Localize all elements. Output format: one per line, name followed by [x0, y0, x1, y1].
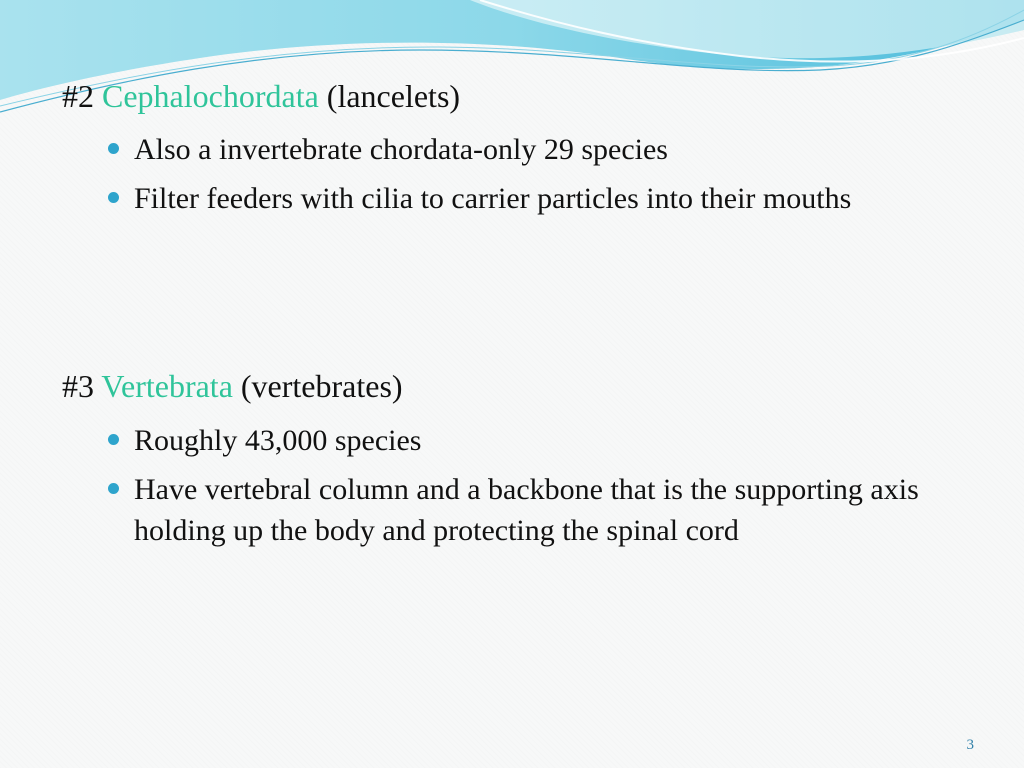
bullet-dot-icon [108, 483, 119, 494]
bullet-dot-icon [108, 434, 119, 445]
bullet-dot-icon [108, 143, 119, 154]
section-heading [62, 366, 403, 406]
bullet-text: Have vertebral column and a backbone that is the supporting axis holding up the body and protecting the spinal cord [134, 473, 919, 547]
section-heading [62, 76, 460, 116]
heading-suffix: (lancelets) [318, 78, 461, 114]
heading-prefix: #2 [62, 78, 102, 114]
heading-term: Vertebrata [101, 368, 233, 404]
bullet-item [134, 178, 954, 219]
bullet-list [134, 420, 954, 559]
bullet-item [134, 420, 954, 461]
bullet-text: Roughly 43,000 species [134, 424, 422, 457]
bullet-text: Also a invertebrate chordata-only 29 species [134, 133, 668, 166]
heading-suffix: (vertebrates) [232, 368, 403, 404]
heading-term: Cephalochordata [102, 78, 319, 114]
bullet-list [134, 129, 954, 227]
bullet-dot-icon [108, 192, 119, 203]
bullet-text: Filter feeders with cilia to carrier particles into their mouths [134, 182, 852, 215]
bullet-item [134, 469, 954, 551]
bullet-item [134, 129, 954, 170]
heading-prefix: #3 [62, 368, 102, 404]
slide-number: 3 [966, 737, 974, 753]
